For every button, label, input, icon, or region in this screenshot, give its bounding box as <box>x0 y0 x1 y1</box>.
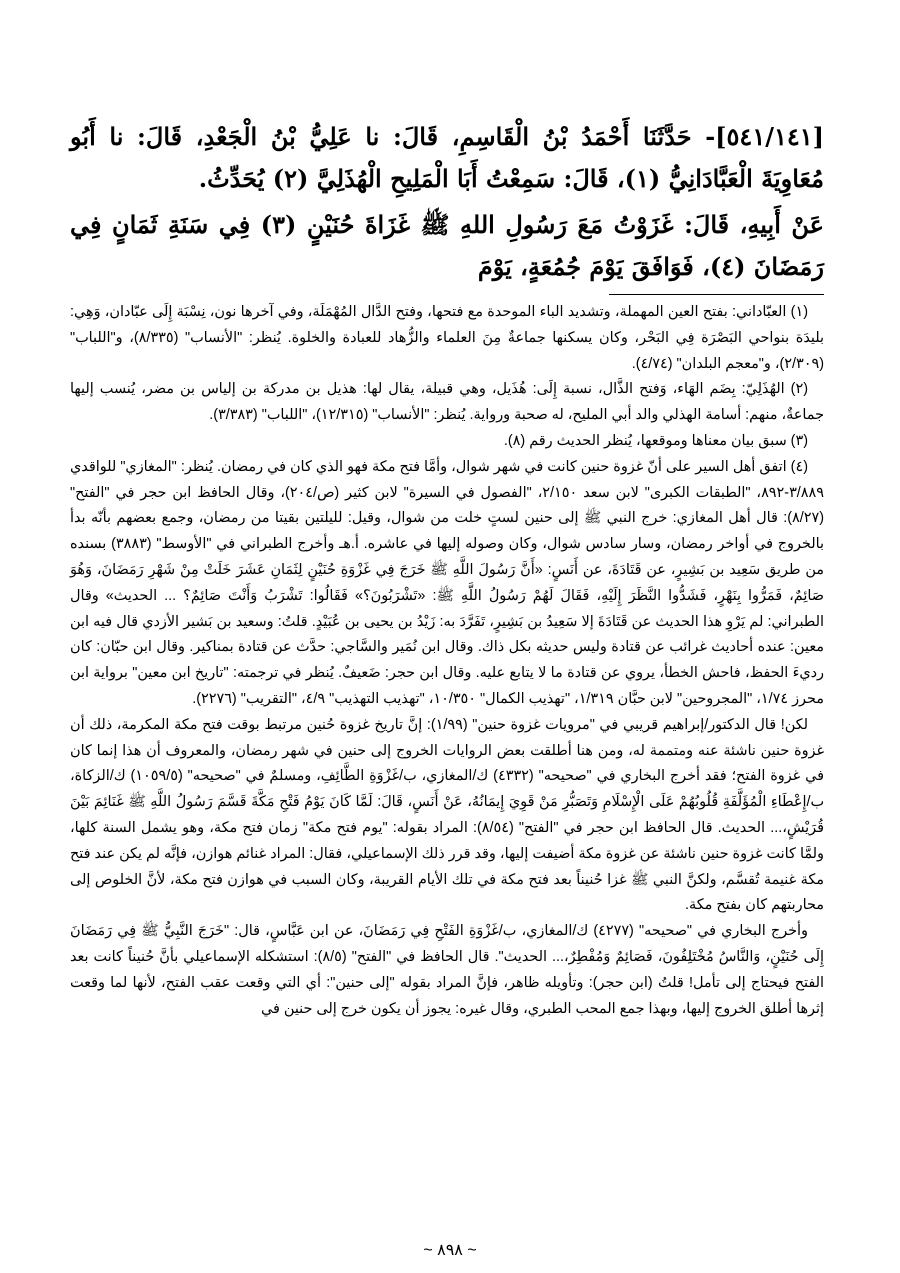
footnote-4-continued: لكن! قال الدكتور/إبراهيم قريبي في "مرويات غزوة حنين" (١/٩٩): إنَّ تاريخ غزوة حُنين مرتبط بوقت فتح مكة المكرمة، ذلك أن غزوة حنين ناشئة عنه ومتممة له، ومن هنا أطلقت بعض الروايات الخروج إلى حنين في شهر رمضان، والمعروف أن هذا إنما كان في غزوة الفتح؛ فقد أخرج البخاري في "صحيحه" (٤٣٣٢) ك/المغازي، ب/غَزْوَةِ الطَّائِفِ، ومسلمٌ في "صحيحه" (١٠٥٩/٥) ك/الزكاة، ب/إِعْطَاءِ الْمُؤَلَّفَةِ قُلُوبُهُمْ عَلَى الْإِسْلَامِ وَتَصَبُّرِ مَنْ قَوِيَ إِيمَانُهُ، عَنْ أَنَسٍ، قَالَ: لَمَّا كَانَ يَوْمُ فَتْحِ مَكَّةَ قَسَّمَ رَسُولُ اللَّهِ ﷺ غَنَائِمَ بَيْنَ قُرَيْشٍ،... الحديث. قال الحافظ ابن حجر في "الفتح" (٨/٥٤): المراد بقوله: "يوم فتح مكة" زمان فتح مكة، وهو يشمل السنة كلها، ولمَّا كانت غزوة حنين ناشئة عن غزوة مكة أضيفت إليها، وقد قرر ذلك الإسماعيلي، فقال: المراد غنائم هوازن، فإنَّه لم يكن عند فتح مكة غنيمة تُقسَّم، ولكنَّ النبي ﷺ غزا حُنيناً بعد فتح مكة في تلك الأيام القريبة، وكان السبب في هوازن فتح مكة، لأنَّ الخلوص إلى محاربتهم كان بفتح مكة. <box>70 716 825 914</box>
footnote-2: (٢) الهُذَلِيّ: بِضَم الهَاء، وَفتح الذَّال، نسبة إِلَى: هُذَيل، وهي قبيلة، يقال لها: هذيل بن مدركة بن إلياس بن مضر، يُنسب إليها جماعةٌ، منهم: أسامة الهذلي والد أبي المليح، له صحبة ورواية. يُنظر: "الأنساب" (١٢/٣١٥)، "اللباب" (٣/٣٨٣). <box>70 381 824 424</box>
footnote-4-continued-2: وأخرج البخاري في "صحيحه" (٤٢٧٧) ك/المغازي، ب/غَزْوَةِ الفَتْحِ فِي رَمَضَانَ، عن ابن عَبَّاسٍ، قال: "خَرَجَ النَّبِيُّ ﷺ فِي رَمَضَانَ إِلَى حُنَيْنٍ، وَالنَّاسُ مُخْتَلِفُونَ، فَصَائِمٌ وَمُفْطِرٌ،... الحديث". قال الحافظ في "الفتح" (٨/٥): استشكله الإسماعيلي بأنَّ حُنيناً كانت بعد الفتح فيحتاج إلى تأمل! قلتُ (ابن حجر): وتأويله ظاهر، فإنَّ المراد بقوله "إلى حنين": أي التي وقعت عقب الفتح، لأنها لما وقعت إثرها أطلق الخروج إليها، وبهذا جمع المحب الطبري، وقال غيره: يجوز أن يكون خرج إلى حنين في <box>70 923 824 1017</box>
hadith-isnad: [٥٤١/١٤١]- حَدَّثَنَا أَحْمَدُ بْنُ الْقَاسِمِ، قَالَ: نا عَلِيُّ بْنُ الْجَعْدِ، قَالَ: نا أَبُو مُعَاوِيَةَ الْعَبَّادَانِيُّ (١)، قَالَ: سَمِعْتُ أَبَا الْمَلِيحِ الْهُذَلِيَّ (٢) يُحَدِّثُ. <box>70 122 824 193</box>
hadith-matn: عَنْ أَبِيهِ، قَالَ: غَزَوْتُ مَعَ رَسُولِ اللهِ ﷺ غَزَاةَ حُنَيْنٍ (٣) فِي سَنَةِ ثَمَانٍ فِي رَمَضَانَ (٤)، فَوَافَقَ يَوْمَ جُمُعَةٍ، يَوْمَ <box>70 210 824 281</box>
footnote-4: (٤) اتفق أهل السير على أنّ غزوة حنين كانت في شهر شوال، وأمَّا فتح مكة فهو الذي كان في رمضان. يُنظر: "المغازي" للواقدي ٣/٨٨٩-٨٩٢، "الطبقات الكبرى" لابن سعد ٢/١٥٠، "الفصول في السيرة" لابن كثير (ص/٢٠٤)، وقال الحافظ ابن حجر في "الفتح" (٨/٢٧): قال أهل المغازي: خرج النبي ﷺ إلى حنين لستٍ خلت من شوال، وقيل: لليلتين بقيتا من رمضان، وجمع بعضهم بأنّه بدأ بالخروج في أواخر رمضان، وسار سادس شوال، وكان وصوله إليها في عاشره. أ.هـ وأخرج الطبراني في "الأوسط" (٣٨٨٣) بسنده من طريق سَعِيد بن بَشِيرٍ، عن قَتَادَةَ، عن أَنَسٍ: «أَنَّ رَسُولَ اللَّهِ ﷺ خَرَجَ فِي غَزْوَةِ حُنَيْنٍ لِثَمَانِ عَشَرَ خَلَتْ مِنْ شَهْرِ رَمَضَانَ، وَهُوَ صَائِمٌ، فَمَرُّوا بِنَهْرٍ، فَشَدُّوا النَّظَرَ إِلَيْهِ، فَقَالَ لَهُمْ رَسُولُ اللَّهِ ﷺ: «تَشْرَبُونَ؟» فَقَالُوا: تَشْرَبُ وَأَنْتَ صَائِمٌ؟ ... الحديث» وقال الطبراني: لم يَرْوِ هذا الحديث عن قَتَادَةَ إلا سَعِيدُ بن بَشِيرٍ، تَفَرَّدَ به: زَيْدُ بن يحيى بن عُبَيْدٍ. قلتُ: وسعيد بن بَشير الأزدي قال فيه ابن معين: عنده أحاديث غرائب عن قتادة وليس حديثه بكل ذاك. وقال ابن نُمَير والسَّاجي: حدَّث عن قتادة بمناكير. وقال ابن حبّان: كان رديءَ الحفظ، فاحش الخطأ، يروي عن قتادة ما لا يتابع عليه. وقال ابن حجر: ضَعيفٌ. يُنظر في ترجمته: "تاريخ ابن معين" برواية ابن محرز ١/٧٤، "المجروحين" لابن حبَّان ١/٣١٩، "تهذيب الكمال" ١٠/٣٥٠، "تهذيب التهذيب" ٤/٩، "التقريب" (٢٢٧٦). <box>70 458 824 707</box>
footnote-1: (١) العبّاداني: بفتح العين المهملة، وتشديد الباء الموحدة مع فتحها، وفتح الدَّال المُهْمَلَة، وفي آخرها نون، نِسْبَة إِلَى عبّادان، وَهِي: بليدَة بنواحي البَصْرَة فِي البَحْر، وكان يسكنها جماعةٌ مِنَ العلماء والزُّهاد للعبادة والخلوة. يُنظر: "الأنساب" (٨/٣٣٥)، و"اللباب" (٢/٣٠٩)، و"معجم البلدان" (٤/٧٤). <box>70 304 824 372</box>
footnotes <box>70 300 824 1022</box>
footnote-3: (٣) سبق بيان معناها وموقعها، يُنظر الحديث رقم (٨). <box>503 432 808 449</box>
main-text <box>70 116 824 288</box>
page-number: ~ ٨٩٨ ~ <box>423 1242 477 1259</box>
footnote-divider <box>609 294 824 295</box>
